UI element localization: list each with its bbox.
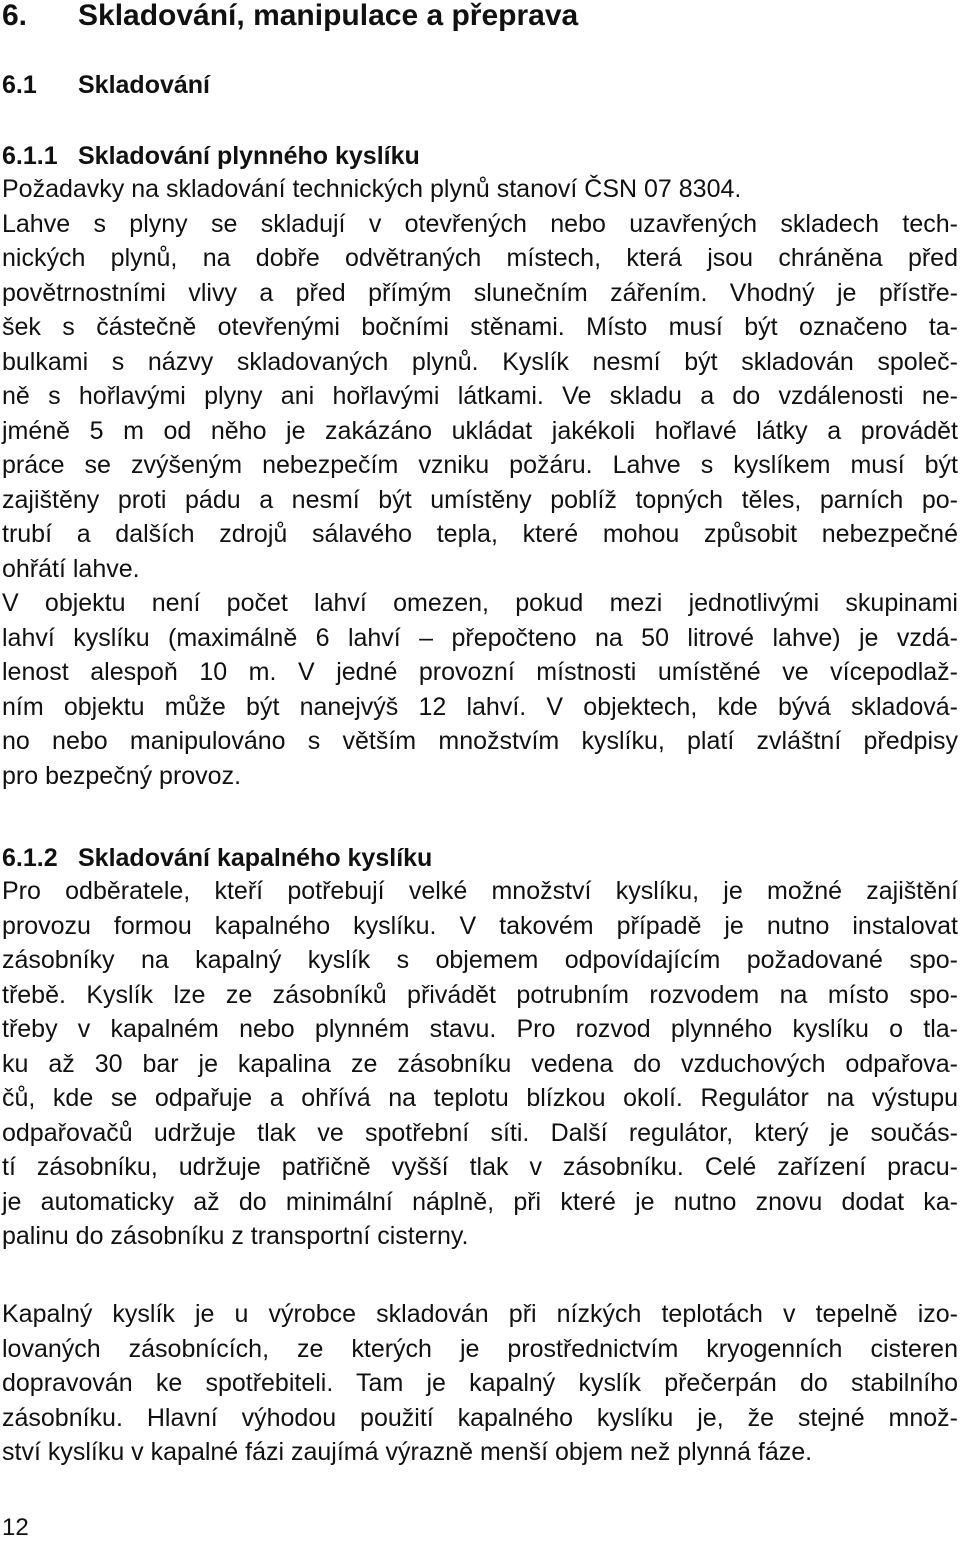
text-line: provozu formou kapalného kyslíku. V takovém případě je nutno instalovat <box>2 911 958 940</box>
subsection-title-text-1: Skladování plynného kyslíku <box>78 142 420 170</box>
text-line: odpařovačů udržuje tlak ve spotřební síti. Další regulátor, který je součás- <box>2 1118 958 1147</box>
text-line: pro bezpečný provoz. <box>2 761 242 790</box>
text-line: práce se zvýšeným nebezpečím vzniku požáru. Lahve s kyslíkem musí být <box>2 451 958 479</box>
paragraph-liquid-oxygen <box>2 874 958 1254</box>
text-line: trubí a dalších zdrojů sálavého tepla, které mohou způsobit nebezpečné <box>2 520 958 548</box>
text-line: tí zásobníku, udržuje patřičně vyšší tlak v zásobníku. Celé zařízení pracu- <box>2 1153 958 1181</box>
text-line: je automaticky až do minimální náplně, při které je nutno znovu dodat ka- <box>2 1187 958 1216</box>
text-line: zajištěny proti pádu a nesmí být umístěny poblíž topných těles, parních po- <box>2 485 958 514</box>
subsection-title-1 <box>2 139 420 173</box>
text-line: palinu do zásobníku z transportní cisterny. <box>2 1222 469 1250</box>
text-line: Požadavky na skladování technických plynů stanoví ČSN 07 8304. <box>2 175 742 203</box>
text-line: ně s hořlavými plyny ani hořlavými látkami. Ve skladu a do vzdálenosti ne- <box>2 382 958 410</box>
subsection-title-text-2: Skladování kapalného kyslíku <box>78 844 433 872</box>
subsection-title-2 <box>2 841 432 875</box>
text-line: lovaných zásobnících, ze kterých je prostřednictvím kryogenních cisteren <box>2 1334 958 1363</box>
text-line: zásobníky na kapalný kyslík s objemem odpovídajícím požadované spo- <box>2 946 958 974</box>
text-line: ním objektu může být nanejvýš 12 lahví. V objektech, kde bývá skladová- <box>2 692 958 721</box>
subsection-number-1: 6.1.1 <box>2 142 58 170</box>
page-number: 12 <box>2 1514 29 1541</box>
chapter-title-text: Skladování, manipulace a přeprava <box>78 0 579 32</box>
text-line: Pro odběratele, kteří potřebují velké množství kyslíku, je možné zajištění <box>2 877 958 905</box>
chapter-title <box>2 0 578 36</box>
subsection-number-2: 6.1.2 <box>2 844 58 872</box>
text-line: lahví kyslíku (maximálně 6 lahví – přepočteno na 50 litrové lahve) je vzdá- <box>2 623 958 652</box>
text-line: nických plynů, na dobře odvětraných místech, která jsou chráněna před <box>2 244 958 272</box>
text-line: V objektu není počet lahví omezen, pokud mezi jednotlivými skupinami <box>2 589 958 617</box>
text-line: ku až 30 bar je kapalina ze zásobníku vedena do vzduchových odpařova- <box>2 1049 958 1078</box>
text-line: jméně 5 m od něho je zakázáno ukládat jakékoli hořlavé látky a provádět <box>2 416 958 445</box>
text-line: ství kyslíku v kapalné fázi zaujímá výrazně menší objem než plynná fáze. <box>2 1438 813 1466</box>
paragraph-gaseous-oxygen <box>2 172 958 793</box>
text-line: zásobníku. Hlavní výhodou použití kapalného kyslíku je, že stejné množ- <box>2 1403 958 1432</box>
text-line: třeby v kapalném nebo plynném stavu. Pro rozvod plynného kyslíku o tla- <box>2 1015 958 1043</box>
chapter-number: 6. <box>2 0 28 32</box>
text-line: no nebo manipulováno s větším množstvím kyslíku, platí zvláštní předpisy <box>2 727 958 755</box>
text-line: šek s částečně otevřenými bočními stěnami. Místo musí být označeno ta- <box>2 313 958 341</box>
text-line: Lahve s plyny se skladují v otevřených nebo uzavřených skladech tech- <box>2 209 958 238</box>
text-line: čů, kde se odpařuje a ohřívá na teplotu blízkou okolí. Regulátor na výstupu <box>2 1084 958 1112</box>
text-line: ohřátí lahve. <box>2 554 140 583</box>
section-title <box>2 68 210 102</box>
paragraph-liquid-oxygen-storage <box>2 1297 958 1470</box>
text-line: povětrnostními vlivy a před přímým slunečním zářením. Vhodný je přístře- <box>2 278 958 307</box>
section-number: 6.1 <box>2 71 37 99</box>
text-line: bulkami s názvy skladovaných plynů. Kyslík nesmí být skladován společ- <box>2 347 958 376</box>
text-line: lenost alespoň 10 m. V jedné provozní místnosti umístěné ve vícepodlaž- <box>2 658 958 686</box>
text-line: dopravován ke spotřebiteli. Tam je kapalný kyslík přečerpán do stabilního <box>2 1369 958 1397</box>
section-title-text: Skladování <box>78 71 210 99</box>
text-line: třebě. Kyslík lze ze zásobníků přivádět potrubním rozvodem na místo spo- <box>2 980 958 1009</box>
text-line: Kapalný kyslík je u výrobce skladován při nízkých teplotách v tepelně izo- <box>2 1300 958 1328</box>
